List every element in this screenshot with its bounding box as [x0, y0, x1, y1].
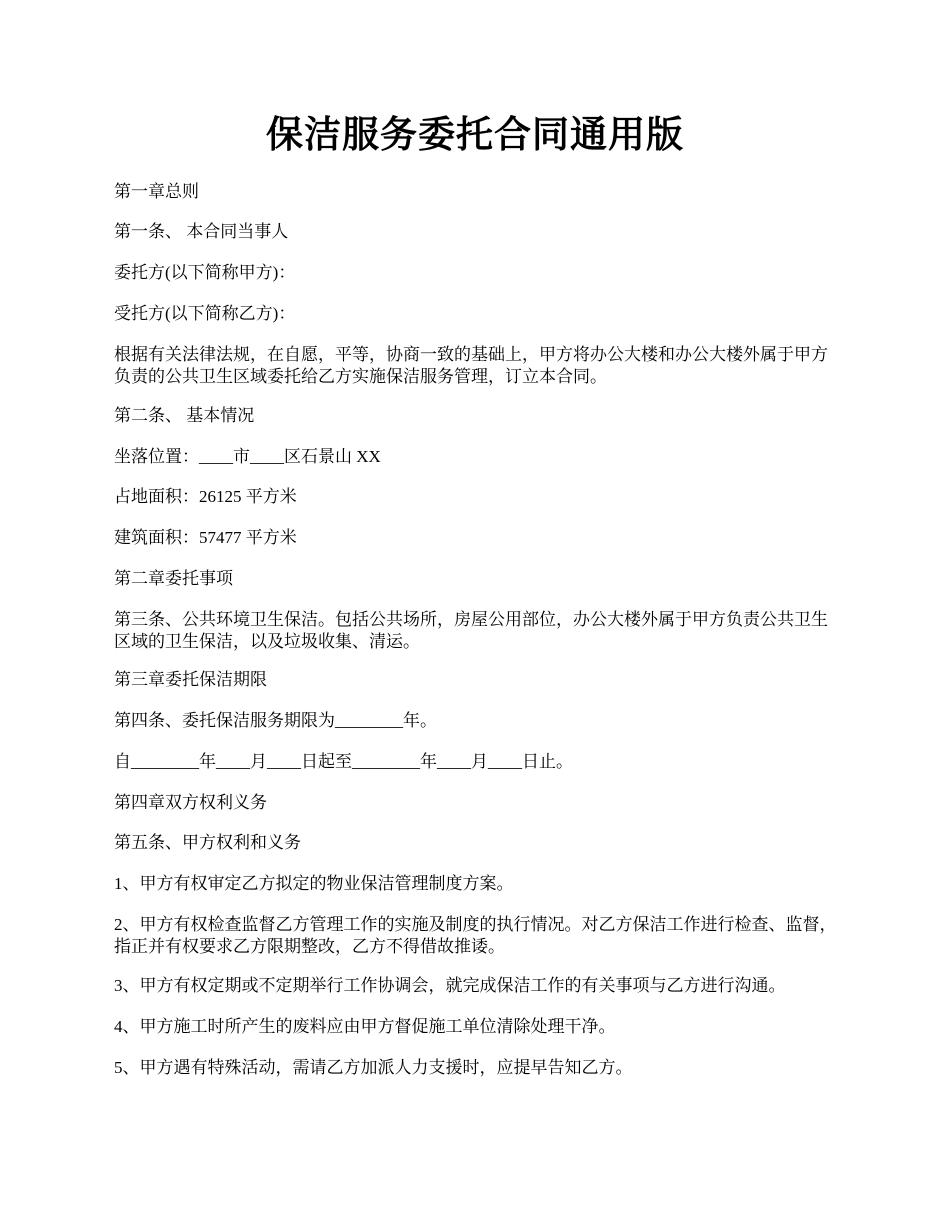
term-dates-line: 自________年____月____日起至________年____月____日止。	[114, 752, 573, 771]
article-1-heading: 第一条、 本合同当事人	[114, 222, 289, 241]
list-item: 5、甲方遇有特殊活动，需请乙方加派人力支援时，应提早告知乙方。	[114, 1058, 633, 1077]
article-3-paragraph: 第三条、公共环境卫生保洁。包括公共场所，房屋公用部位，办公大楼外属于甲方负责公共卫生区域的卫生保洁，以及垃圾收集、清运。	[114, 610, 828, 651]
location-line: 坐落位置：____市____区石景山 XX	[114, 447, 381, 466]
party-a-line: 委托方(以下简称甲方)：	[114, 263, 296, 282]
list-item: 4、甲方施工时所产生的废料应由甲方督促施工单位清除处理干净。	[114, 1017, 616, 1036]
party-b-line: 受托方(以下简称乙方)：	[114, 304, 296, 323]
article-5-heading: 第五条、甲方权利和义务	[114, 833, 301, 852]
article-2-heading: 第二条、 基本情况	[114, 406, 255, 425]
document-title: 保洁服务委托合同通用版	[266, 115, 684, 156]
list-item: 1、甲方有权审定乙方拟定的物业保洁管理制度方案。	[114, 874, 514, 893]
building-area-line: 建筑面积：57477 平方米	[114, 528, 297, 547]
land-area-line: 占地面积：26125 平方米	[114, 487, 297, 506]
preamble-paragraph: 根据有关法律法规，在自愿，平等，协商一致的基础上，甲方将办公大楼和办公大楼外属于甲方负责的公共卫生区域委托给乙方实施保洁服务管理，订立本合同。	[114, 345, 828, 386]
chapter-2-heading: 第二章委托事项	[114, 569, 233, 588]
chapter-3-heading: 第三章委托保洁期限	[114, 670, 267, 689]
list-item: 3、甲方有权定期或不定期举行工作协调会，就完成保洁工作的有关事项与乙方进行沟通。	[114, 976, 786, 995]
article-4-paragraph: 第四条、委托保洁服务期限为________年。	[114, 711, 437, 730]
chapter-1-heading: 第一章总则	[114, 182, 199, 201]
list-item: 2、甲方有权检查监督乙方管理工作的实施及制度的执行情况。对乙方保洁工作进行检查、监督，指正并有权要求乙方限期整改，乙方不得借故推诿。	[114, 915, 837, 956]
chapter-4-heading: 第四章双方权利义务	[114, 793, 267, 812]
